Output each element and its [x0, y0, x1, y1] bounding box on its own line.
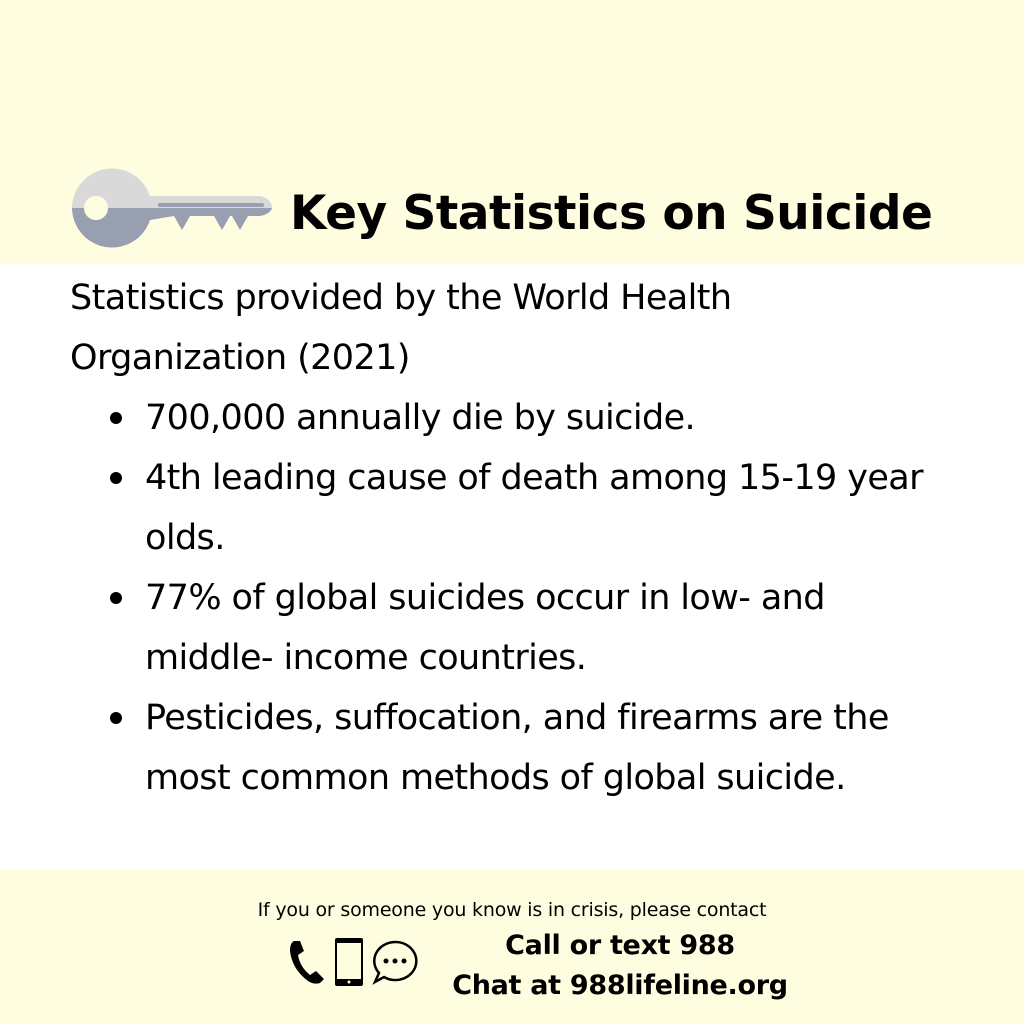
crisis-message: If you or someone you know is in crisis, please contact	[257, 899, 767, 921]
contact-info	[440, 926, 800, 1006]
chat-line: Chat at 988lifeline.org	[452, 970, 788, 1001]
bullet-icon	[110, 592, 122, 604]
list-item	[70, 448, 950, 568]
source-intro: Statistics provided by the World Health Organization (2021)	[70, 278, 732, 378]
list-item	[70, 688, 950, 808]
call-text-line: Call or text 988	[505, 930, 735, 961]
mobile-phone-icon	[334, 937, 364, 987]
bullet-icon	[110, 412, 122, 424]
phone-icon	[288, 937, 328, 987]
bullet-icon	[110, 712, 122, 724]
contact-icons	[288, 934, 433, 990]
statistic-text: Pesticides, suffocation, and firearms are the most common methods of global suicide.	[145, 698, 889, 798]
statistic-text: 700,000 annually die by suicide.	[145, 398, 696, 438]
bullet-icon	[110, 472, 122, 484]
footer-band	[0, 870, 1024, 1024]
page-title: Key Statistics on Suicide	[290, 186, 933, 241]
statistic-text: 4th leading cause of death among 15-19 year olds.	[145, 458, 923, 558]
statistics-content	[0, 264, 1024, 870]
header-band	[0, 0, 1024, 264]
list-item	[70, 568, 950, 688]
list-item	[70, 388, 950, 448]
statistic-text: 77% of global suicides occur in low- and middle- income countries.	[145, 578, 825, 678]
chat-bubble-icon	[370, 937, 420, 987]
statistics-list	[70, 388, 950, 808]
key-icon	[70, 166, 272, 250]
